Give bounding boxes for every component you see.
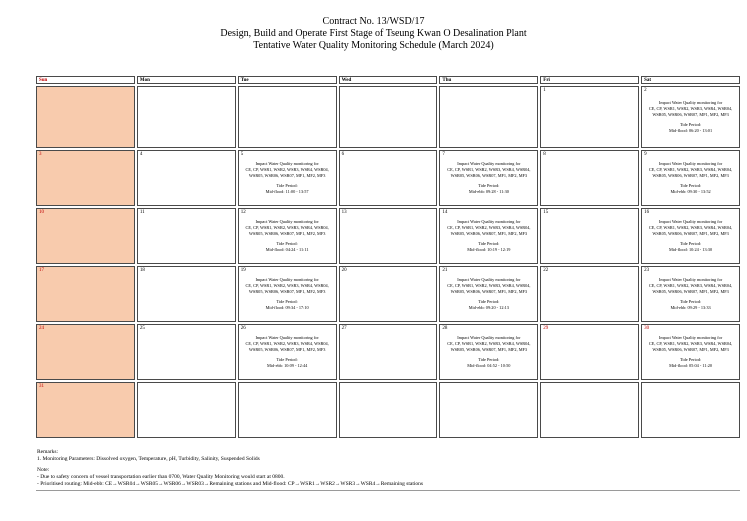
date-number: 31 (39, 384, 44, 389)
monitoring-text-line-1: Impact Water Quality monitoring for (255, 335, 319, 340)
monitoring-text-line-3: WSR05, WSR06, WSR07, MF1, MF2, MF3 (652, 346, 729, 352)
tide-period-label: Tide Period: (478, 241, 500, 247)
monitoring-text-line-3: WSR05, WSR06, WSR07, MF1, MF2, MF3 (248, 172, 326, 178)
monitoring-entry (239, 267, 336, 321)
tide-period-value: Mid-flood: 04:52 - 10:50 (467, 363, 511, 369)
date-number: 16 (644, 210, 650, 215)
tide-period-value: Mid-flood: 10:24 - 13:30 (669, 247, 713, 253)
calendar-cell-w5-d5 (439, 324, 538, 380)
calendar-cell-w1-d3 (238, 86, 337, 148)
monitoring-text-line-1: Impact Water Quality monitoring for (255, 219, 319, 224)
date-number: 28 (442, 326, 448, 331)
contract-number: Contract No. 13/WSD/17 (322, 16, 425, 27)
date-number: 7 (442, 152, 445, 157)
calendar-cell-w2-d5 (439, 150, 538, 206)
note-item-start-time: - Due to safety concern of vessel transportation earlier than 0700, Water Quality Monitoring would start at 0800. (37, 474, 285, 480)
schedule-title: Tentative Water Quality Monitoring Schedule (March 2024) (253, 40, 494, 51)
date-number: 22 (543, 268, 549, 273)
monitoring-text-line-3: WSR05, WSR06, WSR07, MF1, MF2, MF3 (450, 288, 528, 294)
monitoring-text-line-2: CE, CP, WSR1, WSR2, WSR3, WSR4, WSR04, (648, 105, 733, 111)
date-number: 6 (341, 152, 345, 157)
calendar-cell-w6-d3 (238, 382, 337, 438)
date-number: 26 (240, 326, 246, 331)
calendar-cell-w5-d7 (641, 324, 740, 380)
monitoring-text-line-1: Impact Water Quality monitoring for (658, 335, 723, 340)
date-number: 11 (139, 210, 145, 215)
date-number: 19 (240, 268, 246, 273)
calendar-cell-w4-d2 (137, 266, 236, 322)
tide-period-label: Tide Period: (679, 122, 702, 128)
monitoring-text-line-3: WSR05, WSR06, WSR07, MF1, MF2, MF3 (248, 288, 326, 294)
monitoring-text-line-3: WSR05, WSR06, WSR07, MF1, MF2, MF3 (652, 111, 729, 117)
calendar-cell-w1-d4 (339, 86, 438, 148)
monitoring-text-line-1: Impact Water Quality monitoring for (658, 277, 723, 282)
calendar-cell-w6-d5 (439, 382, 538, 438)
date-number: 4 (139, 152, 143, 157)
monitoring-text-line-2: CE, CP, WSR1, WSR2, WSR3, WSR4, WSR04, (648, 340, 733, 346)
monitoring-text-line-2: CE, CP, WSR1, WSR2, WSR3, WSR4, WSR04, (447, 340, 531, 346)
calendar-cell-w6-d6 (540, 382, 639, 438)
monitoring-entry (239, 325, 336, 379)
monitoring-entry (239, 151, 336, 205)
calendar-cell-w4-d3 (238, 266, 337, 322)
note-heading: Note: (37, 467, 50, 473)
calendar-cell-w6-d4 (339, 382, 438, 438)
date-number: 30 (644, 326, 650, 331)
monitoring-text-line-3: WSR05, WSR06, WSR07, MF1, MF2, MF3 (248, 346, 326, 352)
calendar-cell-w5-d4 (339, 324, 438, 380)
date-number: 23 (644, 268, 650, 273)
calendar-cell-w1-d1 (36, 86, 135, 148)
monitoring-entry (239, 209, 336, 263)
monitoring-entry (642, 325, 739, 379)
calendar-cell-w5-d2 (137, 324, 236, 380)
monitoring-entry (440, 267, 537, 321)
calendar-cell-w2-d3 (238, 150, 337, 206)
calendar-cell-w6-d1 (36, 382, 135, 438)
date-number: 9 (644, 152, 647, 157)
calendar-cell-w1-d5 (439, 86, 538, 148)
monitoring-text-line-2: CE, CP, WSR1, WSR2, WSR3, WSR4, WSR04, (447, 166, 531, 172)
tide-period-value: Mid-flood: 10:19 - 12:19 (467, 247, 511, 253)
day-header-mon: Mon (137, 76, 236, 84)
calendar-cell-w3-d2 (137, 208, 236, 264)
monitoring-text-line-2: CE, CP, WSR1, WSR2, WSR3, WSR4, WSR04, (245, 224, 329, 230)
calendar-cell-w2-d4 (339, 150, 438, 206)
calendar-cell-w5-d3 (238, 324, 337, 380)
monitoring-text-line-2: CE, CP, WSR1, WSR2, WSR3, WSR4, WSR04, (648, 166, 733, 172)
monitoring-text-line-2: CE, CP, WSR1, WSR2, WSR3, WSR4, WSR04, (648, 224, 733, 230)
calendar-cell-w3-d1 (36, 208, 135, 264)
monitoring-text-line-1: Impact Water Quality monitoring for (457, 277, 521, 282)
monitoring-text-line-3: WSR05, WSR06, WSR07, MF1, MF2, MF3 (652, 288, 729, 294)
tide-period-label: Tide Period: (276, 357, 298, 363)
tide-period-value: Mid-flood: 04:24 - 11:11 (265, 247, 309, 253)
date-number: 10 (39, 210, 44, 215)
bottom-divider (36, 490, 740, 491)
calendar-cell-w6-d7 (641, 382, 740, 438)
monitoring-text-line-2: CE, CP, WSR1, WSR2, WSR3, WSR4, WSR04, (245, 340, 329, 346)
day-header-sun: Sun (36, 76, 135, 84)
date-number: 15 (543, 210, 549, 215)
calendar-cell-w2-d6 (540, 150, 639, 206)
monitoring-entry (440, 209, 537, 263)
tide-period-value: Mid-flood: 11:00 - 13:57 (265, 189, 309, 195)
document-title-block (0, 16, 747, 52)
monitoring-text-line-3: WSR05, WSR06, WSR07, MF1, MF2, MF3 (652, 230, 729, 236)
monitoring-text-line-3: WSR05, WSR06, WSR07, MF1, MF2, MF3 (450, 172, 528, 178)
remarks-heading: Remarks: (37, 449, 59, 455)
monitoring-text-line-1: Impact Water Quality monitoring for (658, 161, 723, 166)
date-number: 20 (341, 268, 347, 273)
monitoring-entry (642, 151, 739, 205)
project-title: Design, Build and Operate First Stage of Tseung Kwan O Desalination Plant (220, 28, 527, 39)
tide-period-value: Mid-ebb: 10:09 - 12:44 (267, 363, 308, 369)
date-number: 24 (39, 326, 44, 331)
tide-period-value: Mid-ebb: 09:29 - 13:33 (670, 305, 711, 311)
calendar-cell-w3-d4 (339, 208, 438, 264)
date-number: 1 (543, 88, 546, 93)
date-number: 17 (39, 268, 44, 273)
tide-period-label: Tide Period: (276, 183, 298, 189)
monitoring-entry (642, 267, 739, 321)
monitoring-text-line-1: Impact Water Quality monitoring for (255, 161, 319, 166)
tide-period-value: Mid-flood: 09:34 - 17:10 (265, 305, 309, 311)
monitoring-text-line-3: WSR05, WSR06, WSR07, MF1, MF2, MF3 (450, 230, 528, 236)
calendar-cell-w1-d6 (540, 86, 639, 148)
calendar-cell-w4-d6 (540, 266, 639, 322)
note-item-routing: - Prioritised routing: Mid-ebb: CE→WSR04→WSR05→WSR06→WSR03→Remaining stations and Mid-flood: CP→WSR1→WSR2→WSR3→WSR4→Remaining stations (37, 481, 424, 487)
calendar-cell-w6-d2 (137, 382, 236, 438)
monitoring-text-line-1: Impact Water Quality monitoring for (457, 161, 521, 166)
day-header-thu: Thu (439, 76, 538, 84)
calendar-cell-w3-d6 (540, 208, 639, 264)
remarks-item-parameters: 1. Monitoring Parameters: Dissolved oxygen, Temperature, pH, Turbidity, Salinity, Suspended Solids (37, 456, 260, 462)
date-number: 12 (240, 210, 246, 215)
monitoring-text-line-1: Impact Water Quality monitoring for (255, 277, 319, 282)
calendar-cell-w1-d7 (641, 86, 740, 148)
monitoring-text-line-1: Impact Water Quality monitoring for (457, 219, 521, 224)
monitoring-text-line-1: Impact Water Quality monitoring for (658, 219, 723, 224)
monitoring-entry (642, 87, 739, 147)
date-number: 5 (240, 152, 244, 157)
tide-period-label: Tide Period: (478, 357, 500, 363)
date-number: 14 (442, 210, 448, 215)
day-header-sat: Sat (641, 76, 740, 84)
monitoring-text-line-2: CE, CP, WSR1, WSR2, WSR3, WSR4, WSR04, (447, 282, 531, 288)
tide-period-label: Tide Period: (679, 299, 702, 305)
monitoring-text-line-2: CE, CP, WSR1, WSR2, WSR3, WSR4, WSR04, (245, 166, 329, 172)
calendar-cell-w5-d6 (540, 324, 639, 380)
monitoring-text-line-2: CE, CP, WSR1, WSR2, WSR3, WSR4, WSR04, (648, 282, 733, 288)
calendar-cell-w3-d5 (439, 208, 538, 264)
monitoring-text-line-2: CE, CP, WSR1, WSR2, WSR3, WSR4, WSR04, (447, 224, 531, 230)
remarks-block (37, 449, 423, 488)
tide-period-value: Mid-ebb: 09:30 - 13:52 (670, 189, 711, 195)
calendar-cell-w4-d4 (339, 266, 438, 322)
monitoring-text-line-3: WSR05, WSR06, WSR07, MF1, MF2, MF3 (450, 346, 528, 352)
tide-period-label: Tide Period: (478, 183, 500, 189)
monitoring-text-line-3: WSR05, WSR06, WSR07, MF1, MF2, MF3 (248, 230, 326, 236)
tide-period-label: Tide Period: (276, 299, 298, 305)
day-header-wed: Wed (339, 76, 438, 84)
calendar-cell-w4-d5 (439, 266, 538, 322)
tide-period-value: Mid-flood: 05:04 - 11:20 (669, 363, 713, 369)
calendar-cell-w4-d7 (641, 266, 740, 322)
tide-period-value: Mid-ebb: 09:28 - 11:30 (468, 189, 509, 195)
calendar-cell-w2-d7 (641, 150, 740, 206)
monitoring-text-line-2: CE, CP, WSR1, WSR2, WSR3, WSR4, WSR04, (245, 282, 329, 288)
calendar-grid (36, 76, 740, 438)
monitoring-entry (440, 151, 537, 205)
calendar-cell-w3-d7 (641, 208, 740, 264)
date-number: 2 (644, 88, 647, 93)
day-header-tue: Tue (238, 76, 337, 84)
calendar-cell-w5-d1 (36, 324, 135, 380)
tide-period-label: Tide Period: (478, 299, 500, 305)
tide-period-value: Mid-ebb: 09:20 - 12:13 (468, 305, 509, 311)
monitoring-text-line-1: Impact Water Quality monitoring for (457, 335, 521, 340)
date-number: 3 (39, 152, 42, 157)
date-number: 18 (139, 268, 145, 273)
calendar-cell-w3-d3 (238, 208, 337, 264)
tide-period-value: Mid-flood: 06:20 - 13:01 (669, 128, 713, 134)
date-number: 25 (139, 326, 145, 331)
date-number: 13 (341, 210, 347, 215)
tide-period-label: Tide Period: (679, 357, 702, 363)
tide-period-label: Tide Period: (679, 241, 702, 247)
date-number: 8 (543, 152, 546, 157)
monitoring-entry (440, 325, 537, 379)
tide-period-label: Tide Period: (276, 241, 298, 247)
calendar-cell-w2-d2 (137, 150, 236, 206)
tide-period-label: Tide Period: (679, 183, 702, 189)
calendar-cell-w1-d2 (137, 86, 236, 148)
calendar-cell-w4-d1 (36, 266, 135, 322)
date-number: 27 (341, 326, 347, 331)
date-number: 21 (442, 268, 448, 273)
calendar-cell-w2-d1 (36, 150, 135, 206)
monitoring-entry (642, 209, 739, 263)
day-header-fri: Fri (540, 76, 639, 84)
date-number: 29 (543, 326, 549, 331)
monitoring-text-line-3: WSR05, WSR06, WSR07, MF1, MF2, MF3 (652, 172, 729, 178)
monitoring-text-line-1: Impact Water Quality monitoring for (658, 100, 723, 105)
